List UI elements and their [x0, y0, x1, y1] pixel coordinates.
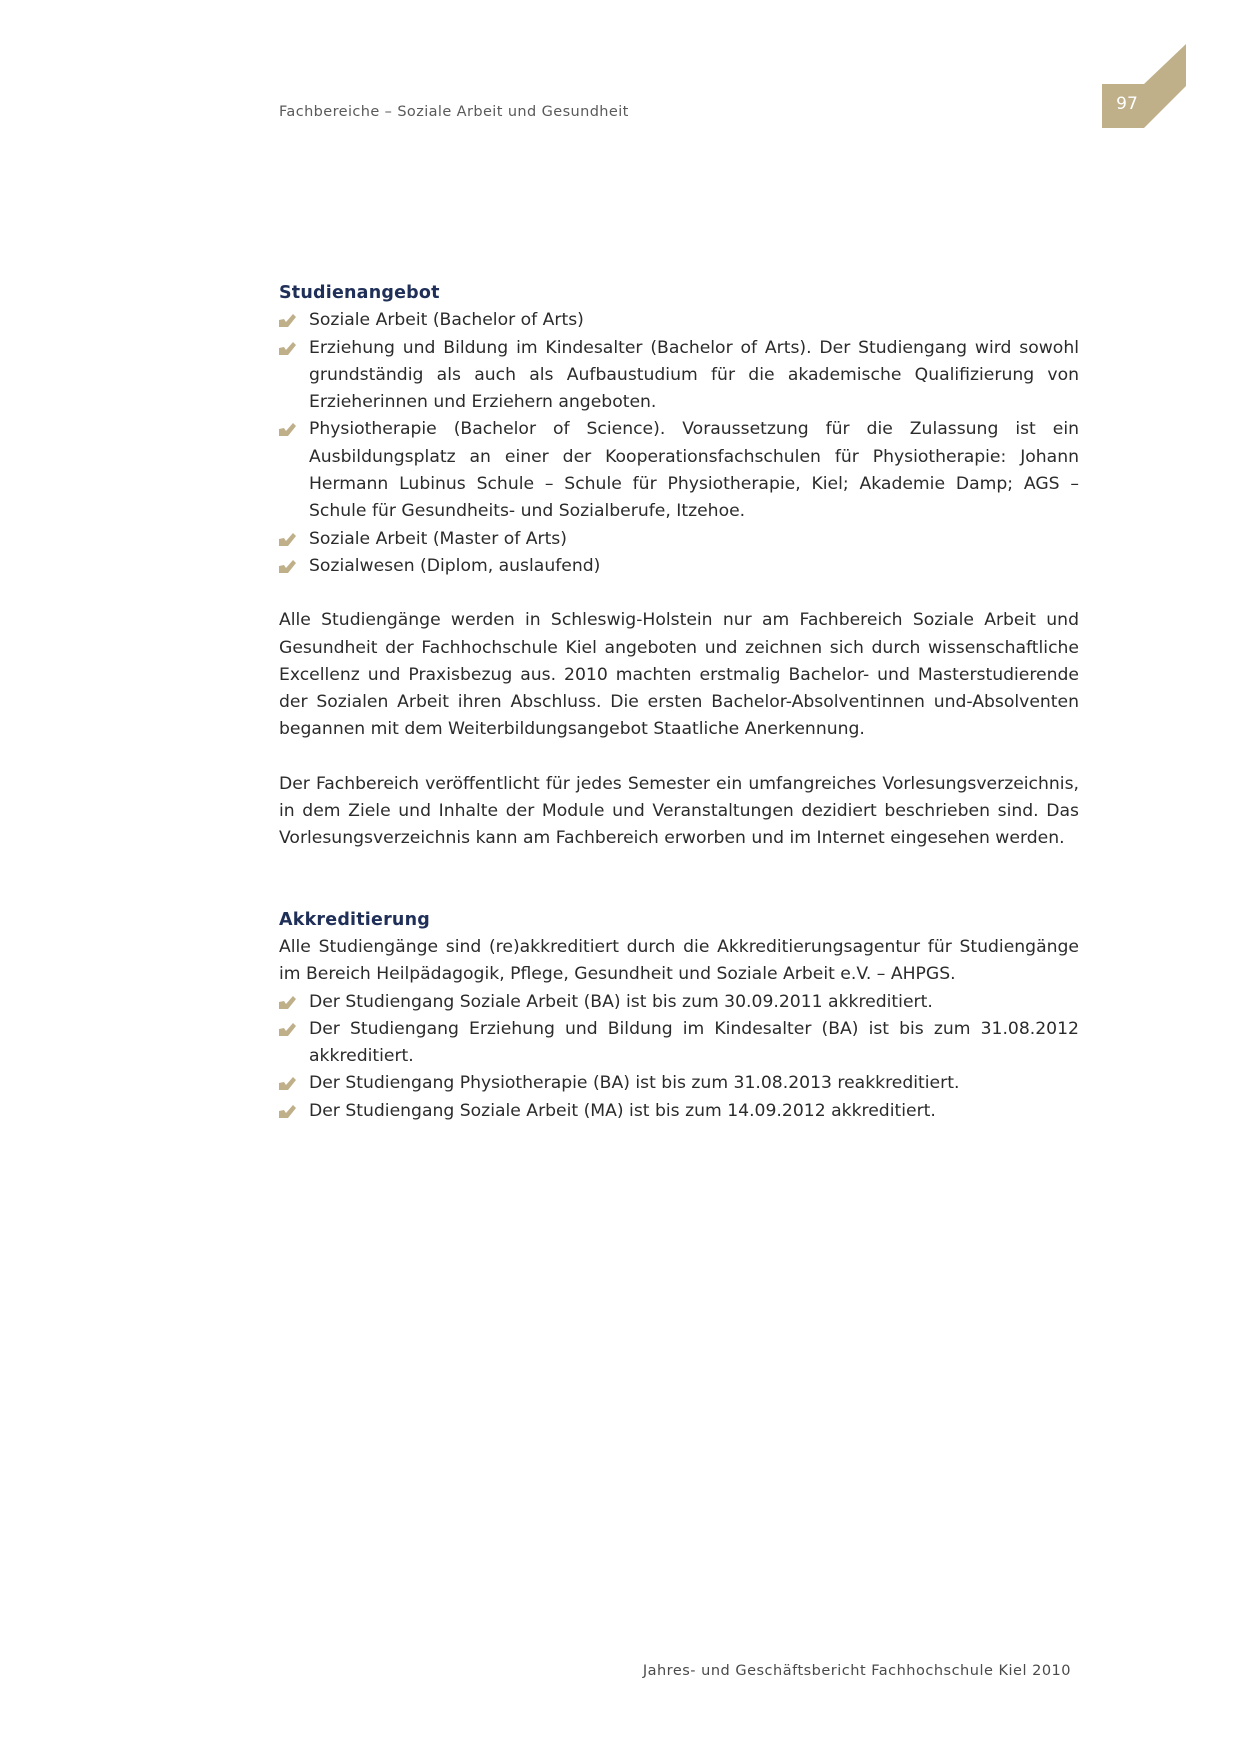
- checkmark-bullet-icon: [279, 342, 296, 355]
- checkmark-bullet-icon: [279, 1077, 296, 1090]
- list-item: [279, 1098, 1079, 1125]
- list-item: [279, 553, 1079, 580]
- list-item: [279, 989, 1079, 1016]
- list-item-text: Der Studiengang Physiotherapie (BA) ist bis zum 31.08.2013 reakkreditiert.: [309, 1073, 960, 1094]
- paragraph-vorlesungsverzeichnis: Der Fachbereich veröffentlicht für jedes Semester ein umfangreiches Vorlesungsverzeichnis, in dem Ziele und Inhalte der Module und Veranstaltungen dezidiert beschrieben sind. Das Vorlesungsverzeichnis kann am Fachbereich erworben und im Internet eingesehen werden.: [279, 773, 1079, 849]
- akkreditierung-list: [279, 989, 1079, 1125]
- checkmark-bullet-icon: [279, 1105, 296, 1118]
- page-number: 97: [1116, 94, 1138, 114]
- list-item: [279, 1070, 1079, 1097]
- checkmark-bullet-icon: [279, 1023, 296, 1036]
- running-header: Fachbereiche – Soziale Arbeit und Gesundheit: [279, 104, 629, 120]
- paragraph-studiengaenge: Alle Studiengänge werden in Schleswig-Holstein nur am Fachbereich Soziale Arbeit und Gesundheit der Fachhochschule Kiel angeboten und zeichnen sich durch wissenschaftliche Excellenz und Praxisbezug aus. 2010 machten erstmalig Bachelor- und Masterstudierende der Sozialen Arbeit ihren Abschluss. Die ersten Bachelor-Absolventinnen und-Absolventen begannen mit dem Weiterbildungsangebot Staatliche Anerkennung.: [279, 610, 1079, 740]
- page-corner-shape: [1102, 44, 1186, 128]
- checkmark-bullet-icon: [279, 560, 296, 573]
- list-item-text: Der Studiengang Soziale Arbeit (BA) ist bis zum 30.09.2011 akkreditiert.: [309, 991, 933, 1012]
- list-item: [279, 335, 1079, 417]
- list-item-text: Physiotherapie (Bachelor of Science). Voraussetzung für die Zulassung ist ein Ausbildungsplatz an einer der Kooperationsfachschulen für Physiotherapie: Johann Hermann Lubinus Schule – Schule für Physiotherapie, Kiel; Akademie Damp; AGS – Schule für Gesundheits- und Sozialberufe, Itzehoe.: [309, 419, 1079, 522]
- running-footer: Jahres- und Geschäftsbericht Fachhochschule Kiel 2010: [642, 1663, 1071, 1679]
- list-item-text: Soziale Arbeit (Bachelor of Arts): [309, 310, 584, 331]
- checkmark-bullet-icon: [279, 314, 296, 327]
- main-content: [279, 280, 1079, 1125]
- section-heading-akkreditierung: Akkreditierung: [279, 909, 430, 930]
- list-item: [279, 1016, 1079, 1071]
- list-item-text: Sozialwesen (Diplom, auslaufend): [309, 555, 601, 576]
- checkmark-bullet-icon: [279, 423, 296, 436]
- list-item-text: Der Studiengang Soziale Arbeit (MA) ist bis zum 14.09.2012 akkreditiert.: [309, 1100, 936, 1121]
- checkmark-bullet-icon: [279, 533, 296, 546]
- list-item-text: Erziehung und Bildung im Kindesalter (Bachelor of Arts). Der Studiengang wird sowohl grundständig als auch als Aufbaustudium für die akademische Qualifizierung von Erzieherinnen und Erziehern angeboten.: [309, 337, 1079, 413]
- paragraph-akkreditierung-intro: Alle Studiengänge sind (re)akkreditiert durch die Akkreditierungsagentur für Studiengänge im Bereich Heilpädagogik, Pflege, Gesundheit und Soziale Arbeit e.V. – AHPGS.: [279, 936, 1079, 985]
- checkmark-bullet-icon: [279, 996, 296, 1009]
- list-item: [279, 526, 1079, 553]
- page-badge: [1102, 44, 1186, 128]
- section-heading-studienangebot: Studienangebot: [279, 283, 440, 303]
- studienangebot-list: [279, 307, 1079, 580]
- list-item-text: Der Studiengang Erziehung und Bildung im Kindesalter (BA) ist bis zum 31.08.2012 akkreditiert.: [309, 1018, 1079, 1067]
- list-item: [279, 307, 1079, 334]
- list-item-text: Soziale Arbeit (Master of Arts): [309, 528, 567, 549]
- list-item: [279, 416, 1079, 525]
